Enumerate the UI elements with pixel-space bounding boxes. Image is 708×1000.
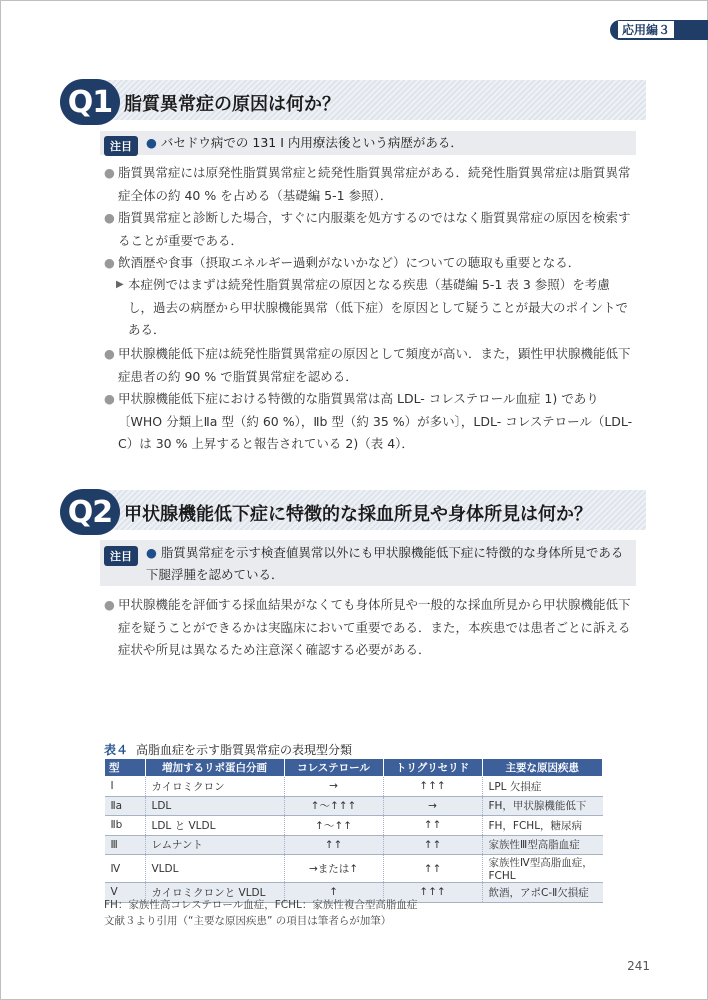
table-header: 増加するリポ蛋白分画	[145, 759, 284, 777]
table-footnote-abbrev: FH：家族性高コレステロール血症，FCHL：家族性複合型高脂血症	[104, 899, 418, 911]
q2-bullet-1: ● 甲状腺機能を評価する採血結果がなくても身体所見や一般的な採血所見から甲状腺機能低下症を疑うことができるかは実臨床において重要である．また，本疾患では患者ごとに訴える症状や所見は異なるため注意深く確認する必要がある．	[104, 597, 631, 657]
table-cell: FH，甲状腺機能低下	[482, 796, 603, 816]
table-cell: LDL と VLDL	[145, 816, 284, 836]
table-cell: カイロミクロン	[145, 777, 284, 797]
table-title: 表４ 高脂血症を示す脂質異常症の表現型分類	[104, 743, 353, 757]
table-cell: 家族性Ⅳ型高脂血症，FCHL	[482, 855, 603, 883]
q1-bullet-2: ● 脂質異常症と診断した場合，すぐに内服薬を処方するのではなく脂質異常症の原因を検索することが重要である．	[104, 210, 631, 248]
q1-sub-bullet: ▶ 本症例ではまずは続発性脂質異常症の原因となる疾患（基礎編 5-1 表 3 参照）を考慮し，過去の病歴から甲状腺機能異常（低下症）を原因として疑うことが最大のポイントである．	[116, 277, 629, 337]
q1-note-label: 注目	[104, 136, 138, 156]
table-cell: ↑↑	[284, 835, 383, 855]
q1-bullet-1: ● 脂質異常症には原発性脂質異常症と続発性脂質異常症がある．続発性脂質異常症は脂質異常症全体の約 40 % を占める（基礎編 5-1 参照）．	[104, 165, 631, 203]
table-cell: →または↑	[284, 855, 383, 883]
table-header: コレステロール	[284, 759, 383, 777]
section-label: 応用編３	[618, 21, 674, 38]
table-cell: Ⅳ	[105, 855, 146, 883]
table-cell: ↑↑	[383, 816, 482, 836]
table-cell: 家族性Ⅲ型高脂血症	[482, 835, 603, 855]
table-cell: ↑〜↑↑↑	[284, 796, 383, 816]
table-row	[105, 855, 603, 883]
q2-title: 甲状腺機能低下症に特徴的な採血所見や身体所見は何か？	[124, 504, 592, 525]
table-cell: カイロミクロンと VLDL	[145, 883, 284, 903]
phenotype-table	[104, 758, 603, 903]
table-cell: →	[284, 777, 383, 797]
table-row	[105, 835, 603, 855]
table-cell: 飲酒，アポC-Ⅱ欠損症	[482, 883, 603, 903]
q1-title: 脂質異常症の原因は何か？	[124, 94, 340, 115]
table-cell: ↑↑	[383, 835, 482, 855]
q1-bullet-5: ● 甲状腺機能低下症における特徴的な脂質異常は高 LDL- コレステロール血症 1) であり〔WHO 分類上Ⅱa 型（約 60 %），Ⅱb 型（約 35 %）が多い〕，LDL- コレステロール（LDL-C）は 30 % 上昇すると報告されている 2)（表 4）．	[104, 391, 633, 451]
table-header: 型	[105, 759, 146, 777]
table-cell: LDL	[145, 796, 284, 816]
table-cell: Ⅱa	[105, 796, 146, 816]
table-footnote-source: 文献３より引用（“主要な原因疾患” の項目は筆者らが加筆）	[104, 915, 392, 927]
q2-note-label: 注目	[104, 546, 138, 566]
page-number: 241	[627, 959, 650, 973]
table-cell: LPL 欠損症	[482, 777, 603, 797]
table-cell: VLDL	[145, 855, 284, 883]
q1-note: ● バセドウ病での 131 I 内用療法後という病歴がある．	[146, 135, 463, 150]
table-cell: レムナント	[145, 835, 284, 855]
table-cell: ↑〜↑↑	[284, 816, 383, 836]
table-cell: ↑↑	[383, 855, 482, 883]
table-cell: Ⅲ	[105, 835, 146, 855]
table-row	[105, 796, 603, 816]
table-cell: ↑	[284, 883, 383, 903]
table-cell: Ⅴ	[105, 883, 146, 903]
table-header: トリグリセリド	[383, 759, 482, 777]
q1-bullet-4: ● 甲状腺機能低下症は続発性脂質異常症の原因として頻度が高い．また，顕性甲状腺機能低下症患者の約 90 % で脂質異常症を認める．	[104, 346, 631, 384]
table-row	[105, 777, 603, 797]
q2-badge: Q2	[60, 489, 120, 535]
table-cell: Ⅱb	[105, 816, 146, 836]
table-cell: ↑↑↑	[383, 883, 482, 903]
q1-bullet-3: ● 飲酒歴や食事（摂取エネルギー過剰がないかなど）についての聴取も重要となる．	[104, 255, 581, 270]
table-row	[105, 816, 603, 836]
table-cell: →	[383, 796, 482, 816]
q1-badge: Q1	[60, 79, 120, 125]
table-cell: Ⅰ	[105, 777, 146, 797]
table-cell: FH，FCHL，糖尿病	[482, 816, 603, 836]
table-cell: ↑↑↑	[383, 777, 482, 797]
table-header: 主要な原因疾患	[482, 759, 603, 777]
q2-note: ● 脂質異常症を示す検査値異常以外にも甲状腺機能低下症に特徴的な身体所見である下腿浮腫を認めている．	[146, 545, 624, 582]
